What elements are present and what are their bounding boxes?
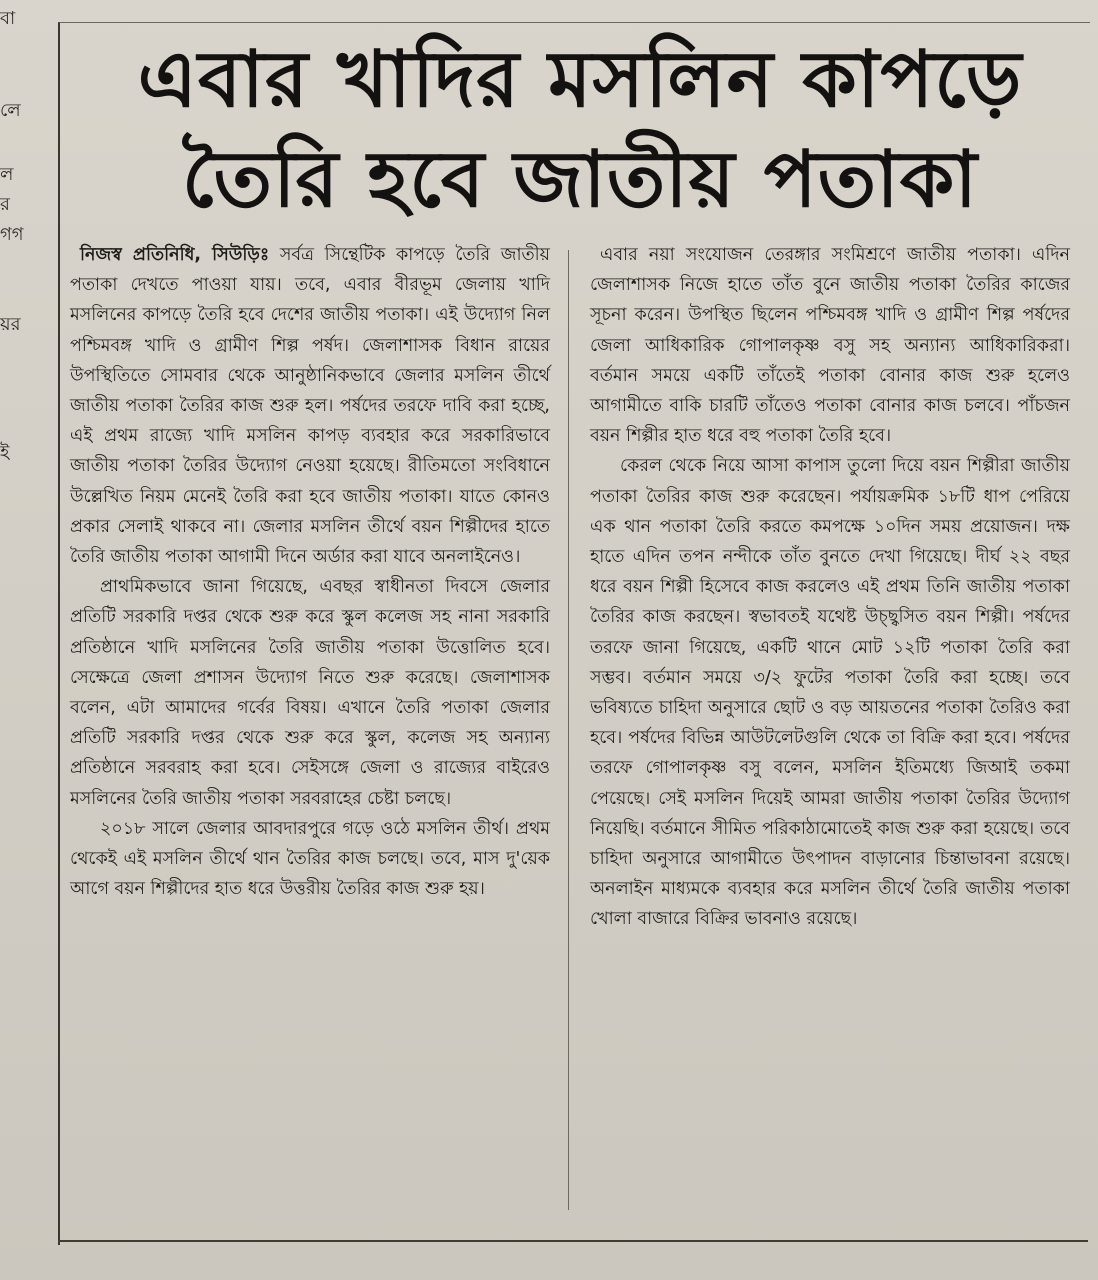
article-paragraph: এবার নয়া সংযোজন তেরঙ্গার সংমিশ্রণে জাতীয় পতাকা। এদিন জেলাশাসক নিজে হাতে তাঁত বুনে জাতীয় পতাকা তৈরির কাজের সূচনা করেন। উপস্থিত ছিলেন পশ্চিমবঙ্গ খাদি ও গ্রামীণ শিল্প পর্ষদের জেলা আধিকারিক গোপালকৃষ্ণ বসু সহ অন্যান্য আধিকারিকরা। বর্তমান সময়ে একটি তাঁতেই পতাকা বোনার কাজ শুরু হলেও আগামীতে বাকি চারটি তাঁতেও পতাকা বোনার কাজ চলবে। পাঁচজন বয়ন শিল্পীর হাত ধরে বহু পতাকা তৈরি হবে। — [590, 245, 1070, 447]
adjacent-column-fragments — [0, 0, 40, 1280]
headline-line-2: তৈরি হবে জাতীয় পতাকা — [182, 135, 978, 225]
column-divider — [568, 250, 569, 1210]
byline: নিজস্ব প্রতিনিধি, সিউড়িঃ — [80, 245, 270, 265]
article-column-left — [70, 240, 550, 904]
article-paragraph: কেরল থেকে নিয়ে আসা কাপাস তুলো দিয়ে বয়ন শিল্পীরা জাতীয় পতাকা তৈরির কাজ শুরু করেছেন। পর্যায়ক্রমিক ১৮টি ধাপ পেরিয়ে এক থান পতাকা তৈরি করতে কমপক্ষে ১০দিন সময় প্রয়োজন। দক্ষ হাতে এদিন তপন নন্দীকে তাঁত বুনতে দেখা গিয়েছে। দীর্ঘ ২২ বছর ধরে বয়ন শিল্পী হিসেবে কাজ করলেও এই প্রথম তিনি জাতীয় পতাকা তৈরির কাজ করছেন। স্বভাবতই যথেষ্ট উচ্ছ্বসিত বয়ন শিল্পী। পর্ষদের তরফে জানা গিয়েছে, একটি থানে মোট ১২টি পতাকা তৈরি করা সম্ভব। বর্তমান সময়ে ৩/২ ফুটের পতাকা তৈরি করা হচ্ছে। তবে ভবিষ্যতে চাহিদা অনুসারে ছোট ও বড় আয়তনের পতাকা তৈরিও করা হবে। পর্ষদের বিভিন্ন আউটলেটগুলি থেকে তা বিক্রি করা হবে। পর্ষদের তরফে গোপালকৃষ্ণ বসু বলেন, মসলিন ইতিমধ্যে জিআই তকমা পেয়েছে। সেই মসলিন দিয়েই আমরা জাতীয় পতাকা তৈরির উদ্যোগ নিয়েছি। বর্তমানে সীমিত পরিকাঠামোতেই কাজ শুরু করা হয়েছে। তবে চাহিদা অনুসারে আগামীতে উৎপাদন বাড়ানোর চিন্তাভাবনা রয়েছে। অনলাইন মাধ্যমকে ব্যবহার করে মসলিন তীর্থে তৈরি জাতীয় পতাকা খোলা বাজারে বিক্রির ভাবনাও রয়েছে। — [590, 456, 1070, 930]
headline-line-1: এবার খাদির মসলিন কাপড়ে — [137, 35, 1023, 125]
margin-fragment: র — [0, 194, 10, 215]
margin-fragment: লে — [0, 100, 21, 121]
article-paragraph: প্রাথমিকভাবে জানা গিয়েছে, এবছর স্বাধীনতা দিবসে জেলার প্রতিটি সরকারি দপ্তর থেকে শুরু করে স্কুল কলেজ সহ নানা সরকারি প্রতিষ্ঠানে খাদি মসলিনের তৈরি জাতীয় পতাকা উত্তোলিত হবে। সেক্ষেত্রে জেলা প্রশাসন উদ্যোগ নিতে শুরু করেছে। জেলাশাসক বলেন, এটা আমাদের গর্বের বিষয়। এখানে তৈরি পতাকা জেলার প্রতিটি সরকারি দপ্তর থেকে শুরু করে স্কুল, কলেজ সহ অন্যান্য প্রতিষ্ঠানে সরবরাহ করা হবে। সেইসঙ্গে জেলা ও রাজ্যের বাইরেও মসলিনের তৈরি জাতীয় পতাকা সরবরাহের চেষ্টা চলছে। — [70, 577, 550, 809]
bottom-rule — [58, 1240, 1088, 1242]
margin-fragment: ল — [0, 164, 14, 185]
article-paragraph: ২০১৮ সালে জেলার আবদারপুরে গড়ে ওঠে মসলিন তীর্থ। প্রথম থেকেই এই মসলিন তীর্থে থান তৈরির কাজ চলছে। তবে, মাস দু'য়েক আগে বয়ন শিল্পীদের হাত ধরে উত্তরীয় তৈরির কাজ শুরু হয়। — [70, 818, 550, 900]
article-paragraph — [70, 240, 550, 572]
headline — [80, 30, 1080, 230]
paragraph-text: সর্বত্র সিন্থেটিক কাপড়ে তৈরি জাতীয় পতাকা দেখতে পাওয়া যায়। তবে, এবার বীরভূম জেলায় খাদি মসলিনের কাপড়ে তৈরি হবে দেশের জাতীয় পতাকা। এই উদ্যোগ নিল পশ্চিমবঙ্গ খাদি ও গ্রামীণ শিল্প পর্ষদ। জেলাশাসক বিধান রায়ের উপস্থিতিতে সোমবার থেকে আনুষ্ঠানিকভাবে জেলার মসলিন তীর্থে জাতীয় পতাকা তৈরির কাজ শুরু হল। পর্ষদের তরফে দাবি করা হচ্ছে, এই প্রথম রাজ্যে খাদি মসলিন কাপড় ব্যবহার করে সরকারিভাবে জাতীয় পতাকা তৈরির উদ্যোগ নেওয়া হয়েছে। রীতিমতো সংবিধানে উল্লেখিত নিয়ম মেনেই তৈরি করা হবে জাতীয় পতাকা। যাতে কোনও প্রকার সেলাই থাকবে না। জেলার মসলিন তীর্থে বয়ন শিল্পীদের হাতে তৈরি জাতীয় পতাকা আগামী দিনে অর্ডার করা যাবে অনলাইনেও। — [70, 245, 550, 568]
margin-fragment: বা — [0, 8, 16, 29]
margin-fragment: ই — [0, 442, 10, 463]
margin-fragment: গগ — [0, 224, 24, 245]
article-column-right — [590, 240, 1070, 935]
margin-fragment: য়র — [0, 314, 21, 335]
